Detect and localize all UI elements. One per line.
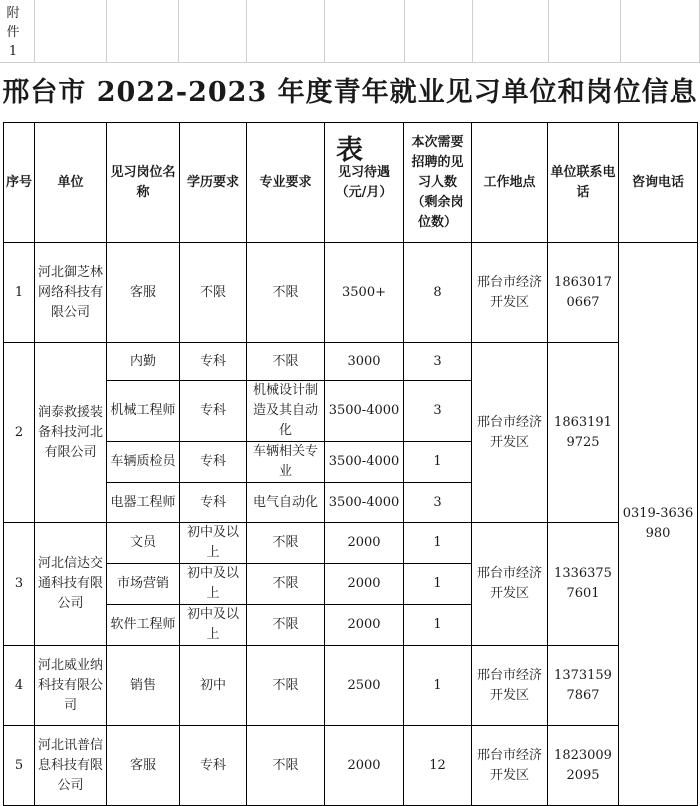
post-name: 内勤 bbox=[107, 343, 180, 381]
work-location: 邢台市经济开发区 bbox=[472, 523, 548, 646]
pay: 3000 bbox=[325, 343, 404, 381]
headcount: 3 bbox=[404, 343, 472, 381]
unit-phone: 18631919725 bbox=[548, 343, 619, 523]
unit-phone: 13363757601 bbox=[548, 523, 619, 646]
table-row bbox=[4, 523, 698, 564]
table-row bbox=[4, 343, 698, 381]
post-name: 文员 bbox=[107, 523, 180, 564]
edu-requirement: 专科 bbox=[180, 726, 247, 806]
edu-requirement: 不限 bbox=[180, 243, 247, 343]
unit-name: 河北信达交通科技有限公司 bbox=[35, 523, 107, 646]
header-unit: 单位 bbox=[35, 123, 107, 243]
grid-cell bbox=[404, 0, 473, 63]
post-name: 客服 bbox=[107, 726, 180, 806]
post-name: 软件工程师 bbox=[107, 605, 180, 646]
pay: 2000 bbox=[325, 523, 404, 564]
headcount: 3 bbox=[404, 483, 472, 523]
major-requirement: 不限 bbox=[247, 343, 325, 381]
unit-seq: 3 bbox=[4, 523, 35, 646]
headcount: 1 bbox=[404, 646, 472, 726]
edu-requirement: 专科 bbox=[180, 343, 247, 381]
unit-seq: 1 bbox=[4, 243, 35, 343]
header-edu: 学历要求 bbox=[180, 123, 247, 243]
unit-name: 河北御芝林网络科技有限公司 bbox=[35, 243, 107, 343]
attachment-label: 附件1 bbox=[6, 6, 20, 59]
header-count: 本次需要招聘的见习人数（剩余岗位数） bbox=[404, 123, 472, 243]
grid-cell bbox=[620, 0, 700, 63]
work-location: 邢台市经济开发区 bbox=[472, 726, 548, 806]
unit-phone: 18230092095 bbox=[548, 726, 619, 806]
pay: 2000 bbox=[325, 726, 404, 806]
work-location: 邢台市经济开发区 bbox=[472, 343, 548, 523]
work-location: 邢台市经济开发区 bbox=[472, 243, 548, 343]
edu-requirement: 专科 bbox=[180, 442, 247, 483]
pay: 3500+ bbox=[325, 243, 404, 343]
edu-requirement: 初中及以上 bbox=[180, 605, 247, 646]
edu-requirement: 初中及以上 bbox=[180, 523, 247, 564]
headcount: 12 bbox=[404, 726, 472, 806]
post-name: 电器工程师 bbox=[107, 483, 180, 523]
table-row bbox=[4, 243, 698, 343]
major-requirement: 不限 bbox=[247, 564, 325, 605]
table-row bbox=[4, 726, 698, 806]
unit-phone: 18630170667 bbox=[548, 243, 619, 343]
grid-cell bbox=[34, 0, 107, 63]
unit-seq: 2 bbox=[4, 343, 35, 523]
grid-cell bbox=[324, 0, 405, 63]
headcount: 1 bbox=[404, 605, 472, 646]
grid-cell bbox=[246, 0, 325, 63]
unit-name: 河北威业纳科技有限公司 bbox=[35, 646, 107, 726]
pay: 2000 bbox=[325, 564, 404, 605]
header-seq: 序号 bbox=[4, 123, 35, 243]
major-requirement: 不限 bbox=[247, 726, 325, 806]
work-location: 邢台市经济开发区 bbox=[472, 646, 548, 726]
major-requirement: 电气自动化 bbox=[247, 483, 325, 523]
headcount: 3 bbox=[404, 381, 472, 442]
grid-cell bbox=[548, 0, 621, 63]
unit-phone: 13731597867 bbox=[548, 646, 619, 726]
post-name: 客服 bbox=[107, 243, 180, 343]
major-requirement: 不限 bbox=[247, 243, 325, 343]
post-name: 车辆质检员 bbox=[107, 442, 180, 483]
pay: 3500-4000 bbox=[325, 381, 404, 442]
headcount: 1 bbox=[404, 442, 472, 483]
top-empty-grid bbox=[0, 0, 700, 64]
edu-requirement: 初中 bbox=[180, 646, 247, 726]
post-name: 机械工程师 bbox=[107, 381, 180, 442]
header-post: 见习岗位名称 bbox=[107, 123, 180, 243]
headcount: 1 bbox=[404, 564, 472, 605]
pay: 2000 bbox=[325, 605, 404, 646]
header-unit-phone: 单位联系电话 bbox=[548, 123, 619, 243]
unit-seq: 4 bbox=[4, 646, 35, 726]
job-table bbox=[3, 122, 698, 806]
pay: 3500-4000 bbox=[325, 483, 404, 523]
edu-requirement: 初中及以上 bbox=[180, 564, 247, 605]
headcount: 8 bbox=[404, 243, 472, 343]
header-location: 工作地点 bbox=[472, 123, 548, 243]
pay: 2500 bbox=[325, 646, 404, 726]
page-title: 邢台市 2022-2023 年度青年就业见习单位和岗位信息表 bbox=[2, 77, 698, 166]
grid-cell bbox=[106, 0, 179, 63]
major-requirement: 车辆相关专业 bbox=[247, 442, 325, 483]
header-row bbox=[4, 123, 698, 243]
header-consult-phone: 咨询电话 bbox=[619, 123, 698, 243]
pay: 3500-4000 bbox=[325, 442, 404, 483]
major-requirement: 不限 bbox=[247, 605, 325, 646]
unit-seq: 5 bbox=[4, 726, 35, 806]
header-major: 专业要求 bbox=[247, 123, 325, 243]
header-pay: 见习待遇（元/月） bbox=[325, 123, 404, 243]
post-name: 市场营销 bbox=[107, 564, 180, 605]
major-requirement: 不限 bbox=[247, 646, 325, 726]
major-requirement: 机械设计制造及其自动化 bbox=[247, 381, 325, 442]
edu-requirement: 专科 bbox=[180, 381, 247, 442]
headcount: 1 bbox=[404, 523, 472, 564]
table-row bbox=[4, 646, 698, 726]
grid-cell bbox=[472, 0, 549, 63]
grid-cell bbox=[178, 0, 247, 63]
major-requirement: 不限 bbox=[247, 523, 325, 564]
post-name: 销售 bbox=[107, 646, 180, 726]
edu-requirement: 专科 bbox=[180, 483, 247, 523]
unit-name: 河北讯普信息科技有限公司 bbox=[35, 726, 107, 806]
unit-name: 润泰救援装备科技河北有限公司 bbox=[35, 343, 107, 523]
consult-phone: 0319-3636980 bbox=[619, 243, 698, 806]
